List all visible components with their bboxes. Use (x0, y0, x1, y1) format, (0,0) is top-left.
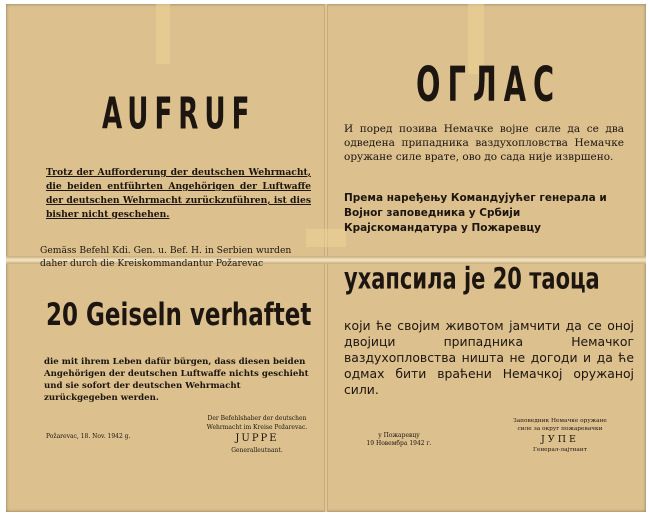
german-signature (192, 414, 322, 455)
german-place-date: Požarevac, 18. Nov. 1942 g. (46, 433, 131, 440)
german-title-wrap (102, 88, 302, 148)
serbian-headline: ухапсила је 20 таоца (344, 262, 600, 296)
serbian-date: 19 Новембра 1942 г. (366, 440, 432, 447)
serbian-place: у Пожаревцу (378, 432, 420, 439)
german-sig-line1: Der Befehlshaber der deutschen (207, 415, 307, 422)
german-headline: 20 Geiseln verhaftet (46, 298, 312, 334)
serbian-signature (500, 417, 620, 454)
serbian-sig-line1: Заповедник Немачке оружане (513, 418, 607, 424)
german-order: Gemäss Befehl Kdi. Gen. u. Bef. H. in Serbien wurden daher durch die Kreiskommandantur Požarevac (40, 245, 292, 269)
serbian-place-date (344, 432, 454, 448)
tape-strip (156, 4, 170, 64)
german-intro: Trotz der Aufforderung der deutschen Wehrmacht, die beiden entführten Angehörigen der Luftwaffe der deutschen Wehrmacht zurückzuführen, ist dies bisher nicht geschehen. (46, 167, 311, 220)
german-title: AUFRUF (102, 88, 256, 139)
serbian-intro: И поред позива Немачке војне силе да се два одведена припадника ваздухопловства Немачке оружане силе врате, ово до сада није извршено. (344, 123, 624, 163)
serbian-sig-line2: силе за округ пожаревачки (517, 426, 603, 432)
german-sig-rank: Generalleutnant. (231, 447, 283, 454)
serbian-sig-name: ЈУПЕ (541, 434, 579, 445)
german-sig-name: JUPPE (235, 433, 279, 444)
tape-strip (306, 229, 346, 247)
german-body: die mit ihrem Leben dafür bürgen, dass diesen beiden Angehörigen der deutschen Luftwaffe nichts geschieht und sie sofort der deutschen Wehrmacht zurückgegeben werden. (44, 357, 309, 403)
serbian-body: који ће својим животом јамчити да се оној двојици припадника Немачког ваздухопловства ништа не догоди и да ће одмах бити враћени Немачкој оружаној сили. (344, 318, 634, 397)
poster (6, 4, 646, 512)
serbian-title-wrap (416, 56, 616, 116)
german-sig-line2: Wehrmacht im Kreise Požarevac. (206, 424, 308, 431)
serbian-sig-rank: Генерал-лајтнант (533, 447, 587, 453)
serbian-title: ОГЛАС (416, 56, 562, 113)
serbian-order: Према наређењу Командујућег генерала и Војног заповедника у Србији Крајскомандатура у Пожаревцу (344, 192, 607, 234)
